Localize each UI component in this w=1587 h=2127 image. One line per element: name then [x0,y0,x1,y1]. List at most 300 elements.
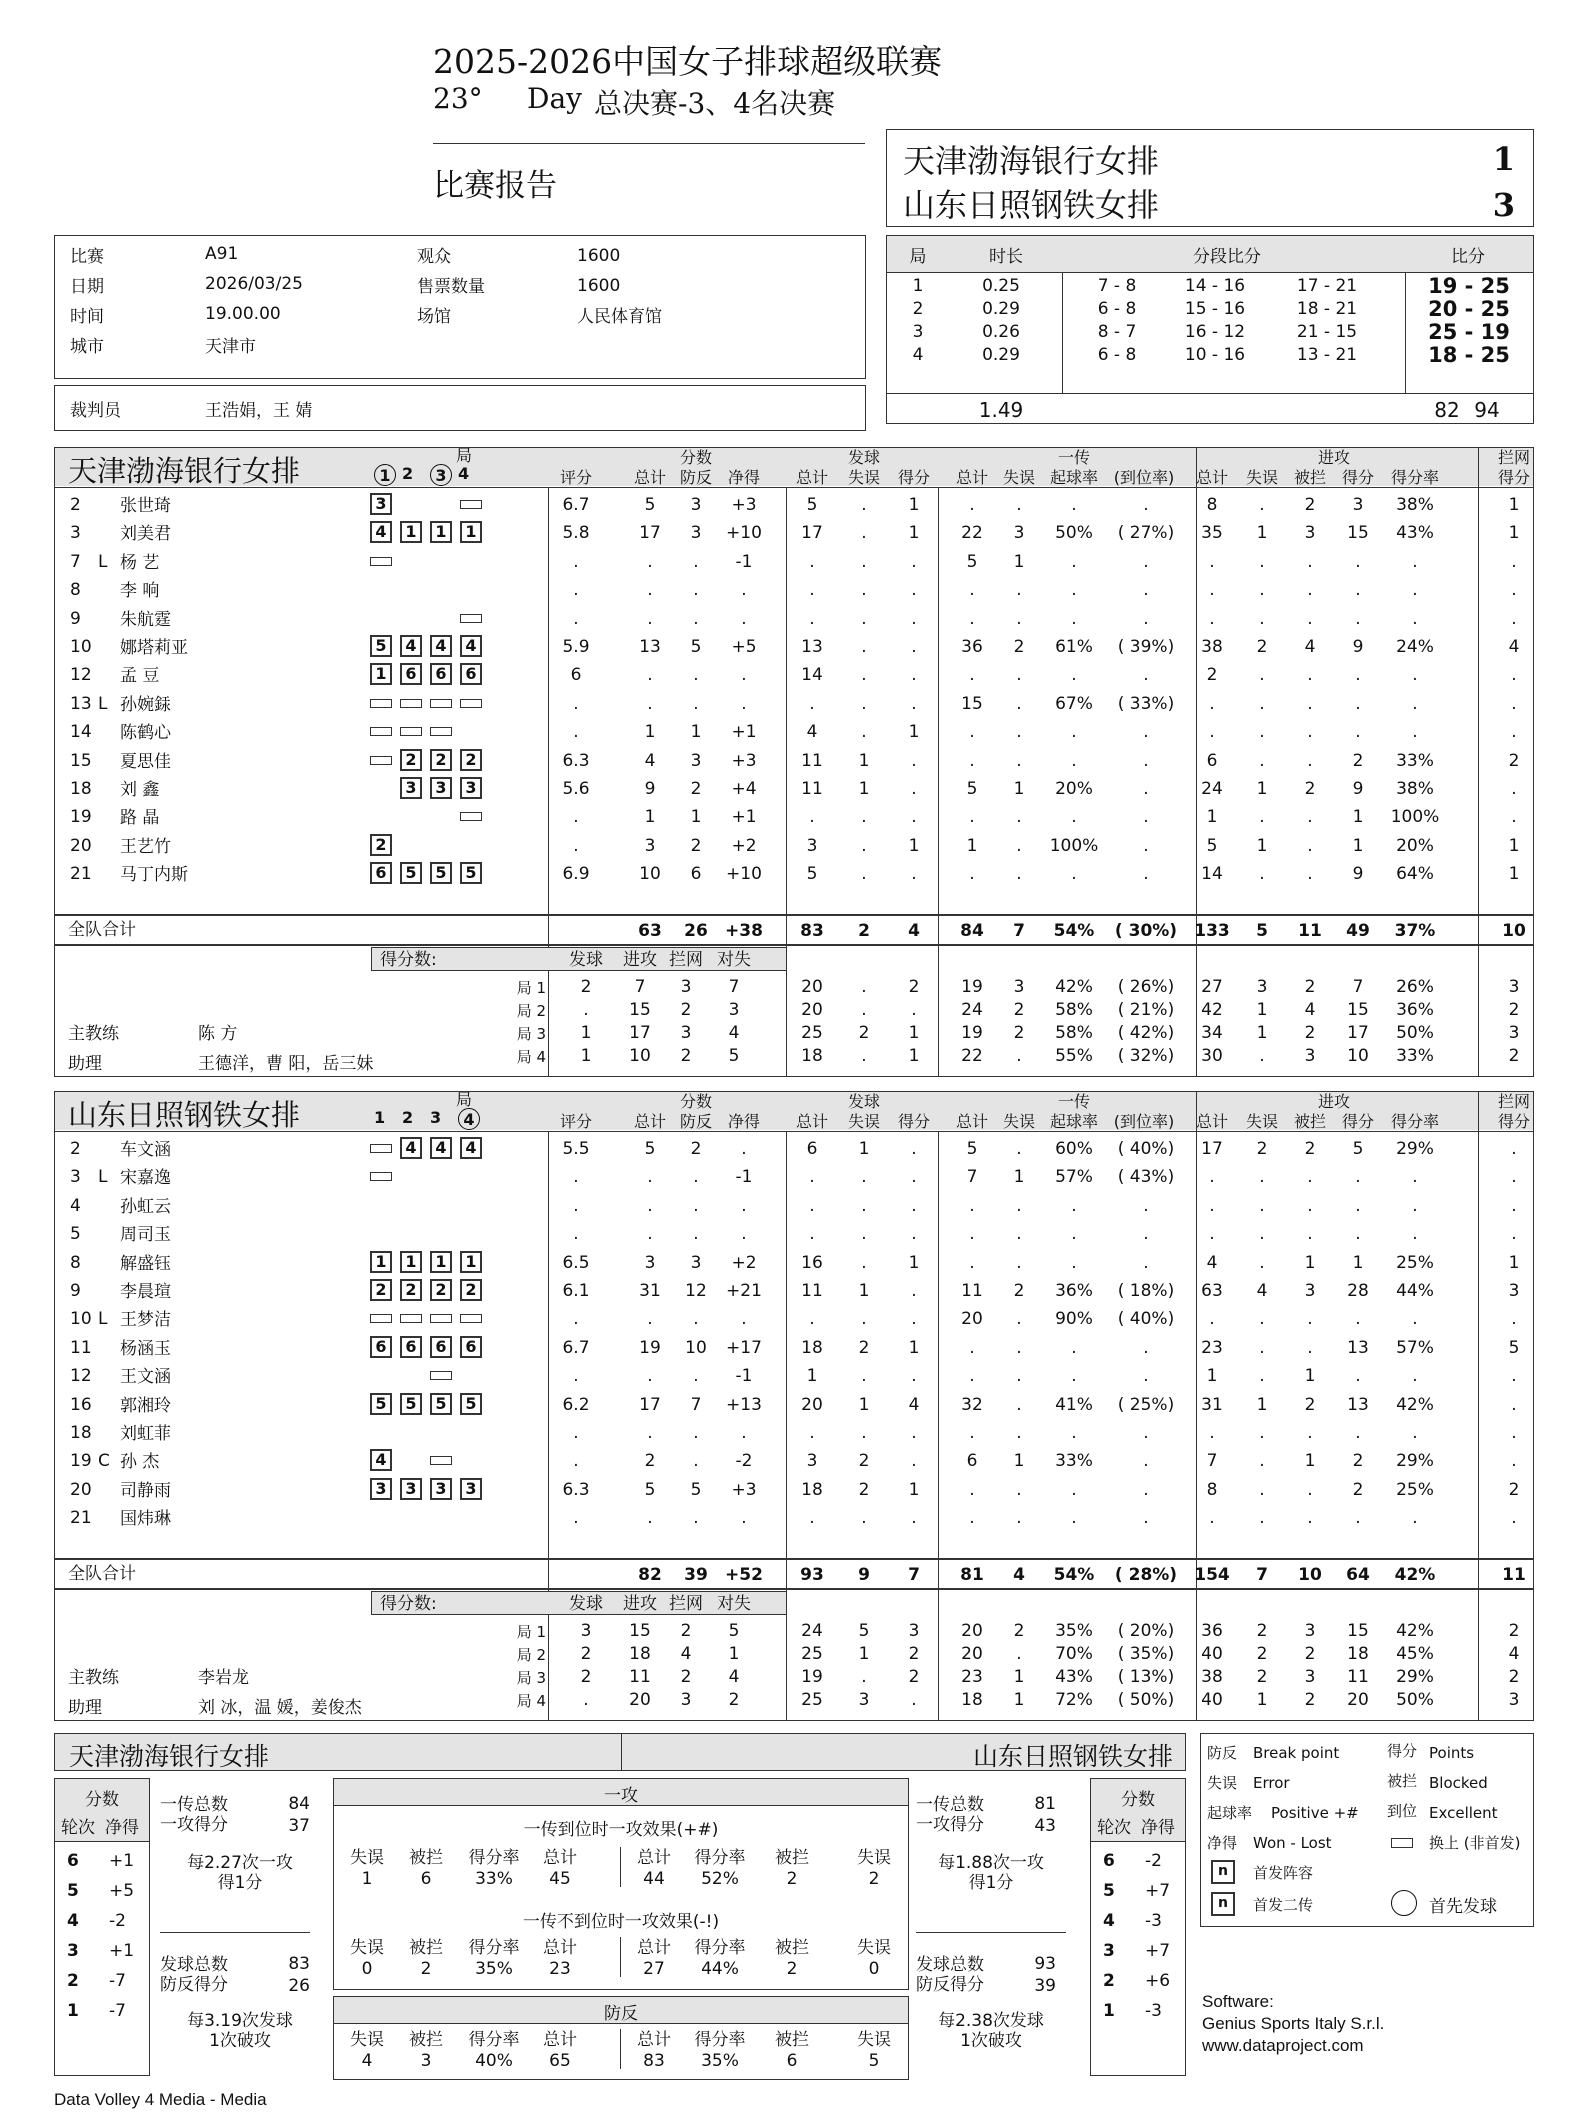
stat-st: 11 [801,750,823,771]
per-set-ae: 2 [1256,1644,1268,1664]
home-player-row[interactable] [54,491,1534,519]
home-bp-pts-label: 防反得分 [160,1975,228,1995]
set-score: 20 - 25 [1428,297,1510,321]
stat-rt: 15 [961,693,983,714]
stat-rp: 60% [1055,1139,1093,1159]
home-player-row[interactable] [54,803,1534,831]
away-fb-rate: 每1.88次一攻 [938,1853,1044,1873]
stat-tot: . [647,693,653,714]
per-set-label: 局 1 [516,979,546,997]
stat-rp: . [1071,1423,1077,1443]
stat-vote: 6.7 [562,1337,590,1358]
stat-rp: 33% [1055,1451,1093,1472]
home-player-row[interactable] [54,860,1534,888]
home-player-row[interactable] [54,775,1534,803]
legend-wl-label: 净得 [1207,1834,1238,1852]
stat-wl: +2 [731,835,757,856]
starting-zone: 6 [460,663,482,685]
player-number: 19 [70,807,92,828]
stat-ap: 9 [1352,864,1364,885]
per-set-bk: 2 [1508,1000,1520,1020]
set-p3: 18 - 21 [1296,299,1358,319]
per-set-at: 17 [629,1023,651,1043]
starting-zone: 3 [400,777,422,799]
per-set-rp: 70% [1055,1644,1093,1664]
player-name: 王梦洁 [120,1310,171,1331]
stat-rt: . [969,807,975,828]
stat-at: 7 [1206,1451,1218,1472]
stat-rx: . [1143,835,1149,856]
legend-first-serve-icon [1391,1890,1417,1916]
scoreboard-home-name: 天津渤海银行女排 [903,142,1160,180]
away-rot-number: 6 [1103,1851,1115,1871]
per-set-st: 18 [801,1046,823,1066]
stat-rx: . [1143,495,1149,515]
stat-wl: . [741,1139,747,1159]
legend-err-text: Error [1253,1774,1290,1792]
tickets-value: 1600 [577,276,621,296]
bp-col-value: 83 [643,2051,665,2071]
stat-wl: +10 [726,864,762,885]
starting-zone: 3 [370,1478,392,1500]
pos-col-value: 44 [643,1869,665,1889]
home-set-1-icon: 1 [374,464,396,486]
away-player-row[interactable] [54,1391,1534,1419]
legend-bp-label: 防反 [1207,1744,1238,1762]
home-rec-total: 84 [288,1794,310,1814]
away-player-row[interactable] [54,1163,1534,1191]
home-player-row[interactable] [54,605,1534,633]
starting-zone: 2 [370,1279,392,1301]
per-set-rx: ( 21%) [1117,1000,1175,1020]
stat-rx: ( 18%) [1117,1281,1175,1301]
stat-rp: 90% [1055,1309,1093,1330]
home-total-ae: 5 [1256,921,1268,941]
sub-icon [370,1172,392,1181]
stat-rp: 67% [1055,693,1093,714]
stat-bk: 1 [1508,1252,1520,1273]
away-player-row[interactable] [54,1249,1534,1277]
stat-se: . [861,1195,867,1216]
starting-zone: 1 [460,521,482,543]
per-set-st: 20 [801,977,823,997]
stat-wl: . [741,1224,747,1245]
away-total-re: 4 [1013,1565,1025,1585]
away-player-row[interactable] [54,1334,1534,1362]
stat-at: . [1209,693,1215,714]
sets-table [886,235,1534,424]
away-sub-b_pts: 得分 [1497,1112,1531,1131]
stat-st: 11 [801,779,823,799]
away-player-row[interactable] [54,1476,1534,1504]
stat-bp: 3 [690,1252,702,1273]
stat-wl: +2 [731,1252,757,1273]
legend [1200,1733,1534,1927]
legend-first-serve-text: 首先发球 [1429,1897,1497,1917]
starting-zone: 4 [430,635,452,657]
per-set-rp: 72% [1055,1690,1093,1710]
per-set-att: 40 [1201,1690,1223,1710]
stat-se: . [861,665,867,686]
audience-label: 观众 [417,247,451,267]
stat-bp: . [693,1451,699,1472]
away-set-title: 局 [455,1090,473,1109]
stat-wl: . [741,693,747,714]
home-player-row[interactable] [54,747,1534,775]
away-vline [786,1559,787,1589]
stat-ap: 1 [1352,1252,1364,1273]
stat-apc: . [1412,1366,1418,1387]
breakpoint-box [333,1996,909,2080]
home-player-row[interactable] [54,832,1534,860]
away-player-row[interactable] [54,1362,1534,1390]
legend-sub-text: 换上 (非首发) [1429,1834,1521,1852]
starting-zone: 6 [370,862,392,884]
per-set-label: 局 1 [516,1623,546,1641]
stat-at: 23 [1201,1337,1223,1358]
starting-zone: 2 [430,1279,452,1301]
per-set-re: 1 [1013,1667,1025,1687]
stat-tot: 17 [639,523,661,544]
home-sub-b_pts: 得分 [1497,468,1531,487]
stat-ab: . [1307,1479,1313,1500]
stat-rp: . [1071,495,1077,515]
away-total-ap: 64 [1346,1565,1370,1585]
starting-zone: 5 [430,862,452,884]
stat-rt: . [969,1252,975,1273]
pos-col-header: 失误 [350,1848,384,1868]
stat-rx: . [1143,1366,1149,1387]
stat-st: 5 [806,495,818,515]
stat-vote: 6.1 [562,1281,590,1301]
player-name: 孟 豆 [120,666,160,687]
per-set-rt: 24 [961,1000,983,1020]
sets-header-set: 局 [909,247,927,267]
bp-col-value: 65 [549,2051,571,2071]
stat-wl: +1 [731,807,757,828]
away-player-row[interactable] [54,1419,1534,1447]
home-total-sp: 4 [908,921,920,941]
away-player-row[interactable] [54,1504,1534,1532]
home-serve-total: 83 [288,1954,310,1974]
away-set-2-icon: 2 [402,1108,414,1127]
report-title: 比赛报告 [433,168,557,204]
stat-ae: 1 [1256,835,1268,856]
stat-vote: 5.9 [562,637,590,657]
stat-rt: . [969,1479,975,1500]
stat-bp: 3 [690,495,702,515]
stat-wl: . [741,1423,747,1443]
stat-rx: ( 33%) [1117,693,1175,714]
stat-re: . [1016,1366,1022,1387]
home-ps_block: 拦网 [669,950,703,970]
per-set-re: 2 [1013,1023,1025,1043]
stat-tot: 19 [639,1337,661,1358]
away-player-row[interactable] [54,1135,1534,1163]
per-set-ap: 17 [1347,1023,1369,1043]
stat-ap: 1 [1352,835,1364,856]
stat-at: . [1209,1195,1215,1216]
set-p1: 6 - 8 [1097,299,1137,319]
venue-label: 场馆 [417,307,451,327]
per-set-rt: 19 [961,1023,983,1043]
per-set-ab: 3 [1304,1621,1316,1641]
player-name: 国炜琳 [120,1509,171,1530]
home-total-tot: 63 [638,921,662,941]
software-label: Software: [1202,1992,1274,2011]
player-number: 16 [70,1394,92,1415]
home-player-row[interactable] [54,548,1534,576]
stat-rp: 36% [1055,1281,1093,1301]
stat-vote: . [573,722,579,743]
away-total-label: 全队合计 [68,1564,136,1584]
stat-ae: . [1259,1167,1265,1188]
stat-st: 3 [806,835,818,856]
stat-at: 38 [1201,637,1223,657]
stat-ab: . [1307,835,1313,856]
away-sub-r_tot: 总计 [955,1112,989,1131]
stat-wl: +10 [726,523,762,544]
home-total-bp: 26 [684,921,708,941]
time-label: 时间 [70,307,104,327]
per-set-se: . [861,1046,867,1066]
starting-zone: 1 [400,1251,422,1273]
per-set-ab: 2 [1304,1690,1316,1710]
away-player-row[interactable] [54,1277,1534,1305]
player-name: 路 晶 [120,808,160,829]
pos-col-value: 52% [701,1869,739,1889]
stat-bp: 10 [685,1337,707,1358]
stat-vote: 6.2 [562,1394,590,1415]
stat-re: 1 [1013,551,1025,572]
stat-tot: 10 [639,864,661,885]
set-score: 19 - 25 [1428,274,1510,298]
stat-bp: 12 [685,1281,707,1301]
set-set: 4 [912,345,924,365]
stat-tot: 2 [644,1451,656,1472]
date-value: 2026/03/25 [205,274,303,294]
player-name: 周司玉 [120,1225,171,1246]
away-rec-total: 81 [1034,1794,1056,1814]
stat-tot: . [647,608,653,629]
away-rot-number: 1 [1103,2001,1115,2021]
per-set-att: 34 [1201,1023,1223,1043]
starting-zone: 1 [400,521,422,543]
stat-wl: -1 [735,1366,753,1387]
per-set-rx: ( 42%) [1117,1023,1175,1043]
away-assistant-label: 助理 [68,1698,102,1718]
stat-rt: 22 [961,523,983,544]
starting-zone: 4 [370,1449,392,1471]
per-set-att: 40 [1201,1644,1223,1664]
pos-col-header: 被拦 [775,1848,809,1868]
home-sub-wl: 净得 [727,468,761,487]
starting-zone: 2 [400,1279,422,1301]
away-fb-pts-label: 一攻得分 [916,1815,984,1835]
home-fb-rate: 每2.27次一攻 [187,1853,293,1873]
stat-sp: 1 [908,1252,920,1273]
home-ps_opp: 对失 [717,950,751,970]
away-rot-col1: 轮次 [1097,1818,1131,1838]
home-hdr-block: 拦网 [1497,448,1531,467]
stat-bk: . [1511,1139,1517,1159]
stat-re: . [1016,608,1022,629]
stat-apc: 43% [1396,523,1434,544]
home-ps_serve: 发球 [569,950,603,970]
stat-bp: . [693,580,699,601]
stat-tot: 31 [639,1281,661,1301]
away-rot-value: -3 [1145,2001,1162,2021]
stat-st: . [809,608,815,629]
away-total-tot: 82 [638,1565,662,1585]
stat-apc: 100% [1390,807,1440,828]
home-player-row[interactable] [54,519,1534,547]
per-set-sv: 2 [580,977,592,997]
starting-zone: 6 [430,1336,452,1358]
home-player-row[interactable] [54,690,1534,718]
player-name: 朱航霆 [120,609,171,630]
stat-vote: 5.6 [562,779,590,799]
stat-rx: ( 25%) [1117,1394,1175,1415]
home-set-2-icon: 2 [402,464,414,483]
set-p2: 10 - 16 [1184,345,1246,365]
home-hdr-points: 分数 [679,448,713,467]
stat-st: 20 [801,1394,823,1415]
scoreboard-home-sets: 1 [1492,140,1515,178]
stat-ae: . [1259,864,1265,885]
home-player-row[interactable] [54,576,1534,604]
sub-icon [460,614,482,623]
starting-zone: 1 [430,1251,452,1273]
player-number: 3 [70,1167,81,1188]
scoreboard-away-sets: 3 [1492,186,1515,224]
stat-ap: . [1355,1309,1361,1330]
stat-rx: ( 43%) [1117,1167,1175,1188]
home-sub-a_err: 失误 [1245,468,1279,487]
title-divider [433,143,865,144]
stat-vote: 6.5 [562,1252,590,1273]
stat-sp: . [911,1366,917,1387]
stat-apc: . [1412,1423,1418,1443]
stat-ae: 1 [1256,523,1268,544]
starting-zone: 2 [460,1279,482,1301]
away-total-st: 93 [800,1565,824,1585]
stat-bk: . [1511,1167,1517,1188]
away-ps_block: 拦网 [669,1594,703,1614]
home-vline [1196,447,1197,487]
away-player-row[interactable] [54,1192,1534,1220]
player-role: L [98,551,108,572]
per-set-sv: 2 [580,1667,592,1687]
starting-zone: 3 [430,1478,452,1500]
home-player-row[interactable] [54,718,1534,746]
stat-tot: . [647,551,653,572]
software-company: Genius Sports Italy S.r.l. [1202,2014,1385,2033]
sub-icon [430,1456,452,1465]
home-fb-pts: 37 [288,1816,310,1836]
bottom-home-name: 天津渤海银行女排 [69,1742,270,1771]
away-ps_attack: 进攻 [623,1594,657,1614]
stat-re: . [1016,665,1022,686]
away-player-row[interactable] [54,1220,1534,1248]
away-player-row[interactable] [54,1305,1534,1333]
stat-bp: . [693,551,699,572]
stat-vote: . [573,580,579,601]
stat-bk: . [1511,551,1517,572]
stat-rx: . [1143,1423,1149,1443]
per-set-ap: 20 [1347,1690,1369,1710]
stat-wl: -1 [735,551,753,572]
starting-zone: 5 [400,1393,422,1415]
home-sub-a_pts: 得分 [1341,468,1375,487]
per-set-label: 局 2 [516,1002,546,1020]
home-player-row[interactable] [54,661,1534,689]
stat-bp: . [693,608,699,629]
stat-sp: . [911,1167,917,1188]
stat-at: . [1209,1224,1215,1245]
home-hdr-serve: 发球 [847,448,881,467]
player-name: 娜塔莉亚 [120,638,188,658]
scoreboard [886,129,1534,227]
sub-icon [400,727,422,736]
away-fb-rate2: 得1分 [968,1873,1014,1893]
away-hdr-reception: 一传 [1057,1092,1091,1111]
stat-st: 14 [801,665,823,686]
stat-rp: 50% [1055,523,1093,544]
stat-ae: . [1259,580,1265,601]
per-set-label: 局 3 [516,1669,546,1687]
stat-wl: -1 [735,1167,753,1188]
away-sub-s_pts: 得分 [897,1112,931,1131]
home-total-re: 7 [1013,921,1025,941]
stat-ap: . [1355,693,1361,714]
stat-at: . [1209,1167,1215,1188]
stat-tot: . [647,1309,653,1330]
stat-rt: 5 [966,1139,978,1159]
home-player-row[interactable] [54,633,1534,661]
first-attack-box [333,1778,909,1990]
stat-bp: 1 [690,722,702,743]
set-p2: 14 - 16 [1184,276,1246,296]
per-set-se: 5 [858,1621,870,1641]
stat-se: . [861,1224,867,1245]
player-number: 10 [70,1309,92,1330]
home-total-rp: 54% [1053,921,1095,941]
legend-err-label: 失误 [1207,1774,1238,1792]
stat-rx: . [1143,1252,1149,1273]
away-player-row[interactable] [54,1447,1534,1475]
per-set-apc: 33% [1396,1046,1434,1066]
stat-bp: 7 [690,1394,702,1415]
stat-rp: . [1071,665,1077,686]
per-set-sp: 1 [908,1046,920,1066]
neg-col-value: 0 [868,1959,880,1979]
stat-sp: . [911,1309,917,1330]
set-p1: 8 - 7 [1097,322,1137,342]
player-role: L [98,1167,108,1188]
away-set-1-icon: 1 [374,1108,386,1127]
software-website[interactable]: www.dataproject.com [1202,2036,1364,2055]
player-name: 郭湘玲 [120,1395,171,1416]
per-set-apc: 26% [1396,977,1434,997]
stat-ap: 13 [1347,1337,1369,1358]
per-set-ap: 10 [1347,1046,1369,1066]
home-total-rx: ( 30%) [1114,921,1178,941]
home-total-st: 83 [800,921,824,941]
per-set-sv: 2 [580,1644,592,1664]
stat-bk: . [1511,1451,1517,1472]
referee-label: 裁判员 [70,401,121,421]
